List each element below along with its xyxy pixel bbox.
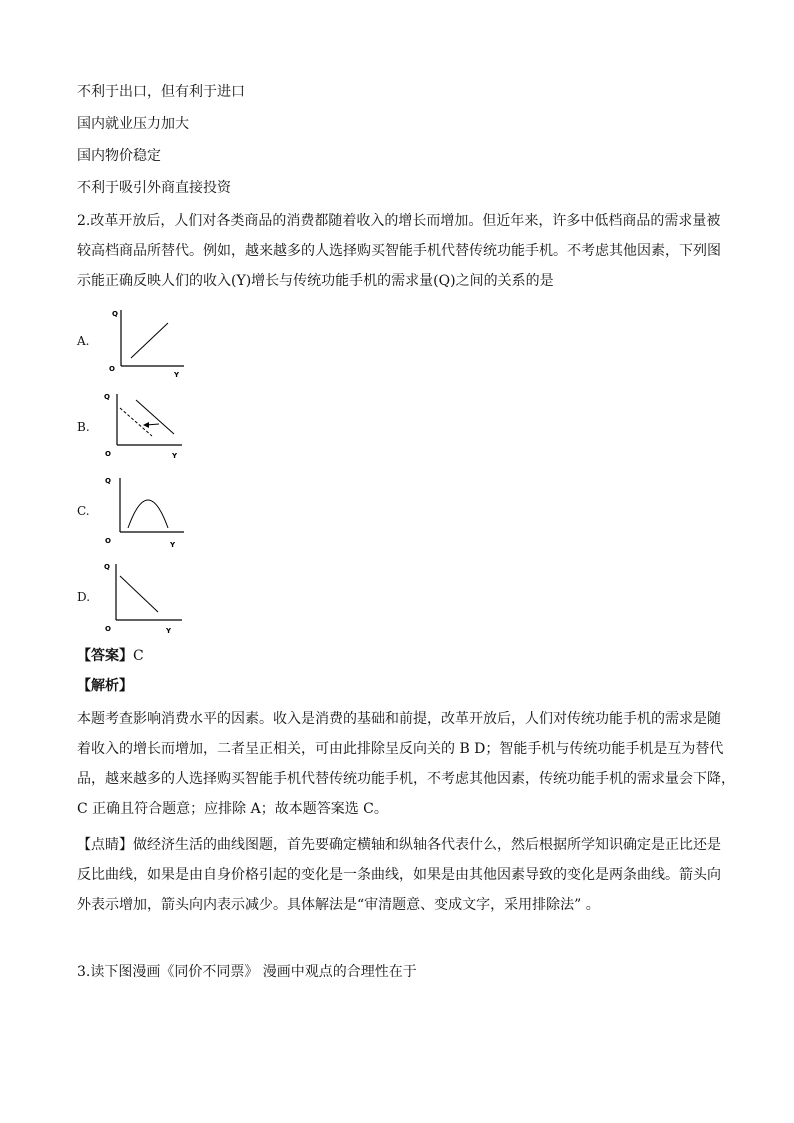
prev-option-3: 国内物价稳定 [77, 148, 161, 164]
prev-option-1: 不利于出口，但有利于进口 [77, 84, 245, 100]
option-a-graph [106, 308, 186, 380]
analysis-line-3: 品，越来越多的人选择购买智能手机代替传统功能手机，不考虑其他因素，传统功能手机的需求量会下降， [77, 771, 735, 787]
prev-option-2: 国内就业压力加大 [77, 116, 189, 132]
analysis-line-4: C 正确且符合题意；应排除 A；故本题答案选 C。 [77, 801, 388, 817]
option-a-origin: O [109, 365, 115, 373]
option-b-label: B. [77, 420, 90, 434]
tip-line-1: 【点睛】做经济生活的曲线图题，首先要确定横轴和纵轴各代表什么，然后根据所学知识确定是正比还是 [77, 837, 721, 853]
question-3-stem: 3.读下图漫画《同价不同票》 漫画中观点的合理性在于 [77, 964, 417, 980]
prev-option-4: 不利于吸引外商直接投资 [77, 180, 231, 196]
question-2-line-2: 较高档商品所替代。例如，越来越多的人选择购买智能手机代替传统功能手机。不考虑其他因素，下列图 [77, 243, 721, 259]
option-a-q-label: Q [112, 310, 118, 318]
tip-text [77, 830, 721, 920]
option-b-y-label: Y [172, 452, 178, 460]
option-d-y-label: Y [166, 627, 172, 635]
answer-value: C [133, 648, 144, 664]
analysis-label: 【解析】 [77, 678, 133, 694]
tip-line-2: 反比曲线，如果是由自身价格引起的变化是一条曲线，如果是由其他因素导致的变化是两条曲线。箭头向 [77, 867, 721, 883]
option-b-origin: O [105, 450, 111, 458]
tip-line-3: 外表示增加，箭头向内表示减少。具体解法是“审清题意、变成文字，采用排除法” 。 [77, 897, 600, 913]
answer-label: 【答案】 [77, 648, 133, 664]
answer [77, 646, 144, 666]
question-2-stem [77, 206, 721, 296]
option-c-q-label: Q [105, 477, 111, 485]
option-c-label: C. [77, 504, 90, 518]
option-c-graph [102, 474, 186, 550]
option-d-label: D. [77, 590, 91, 604]
analysis-text [77, 704, 735, 824]
option-d-q-label: Q [104, 563, 110, 571]
option-c-origin: O [105, 537, 111, 545]
question-2-line-3: 示能正确反映人们的收入(Y)增长与传统功能手机的需求量(Q)之间的关系的是 [77, 273, 554, 289]
analysis-line-1: 本题考查影响消费水平的因素。收入是消费的基础和前提，改革开放后，人们对传统功能手机的需求是随 [77, 711, 721, 727]
option-b-q-label: Q [104, 393, 110, 401]
question-2-line-1: 2.改革开放后，人们对各类商品的消费都随着收入的增长而增加。但近年来，许多中低档商品的需求量被 [77, 213, 721, 229]
option-b-graph [102, 390, 186, 462]
option-d-graph [102, 560, 186, 636]
analysis-line-2: 着收入的增长而增加，二者呈正相关，可由此排除呈反向关的 B D；智能手机与传统功能手机是互为替代 [77, 741, 724, 757]
option-a-label: A. [77, 334, 90, 348]
option-c-y-label: Y [170, 541, 176, 549]
option-d-origin: O [105, 625, 111, 633]
option-a-y-label: Y [174, 371, 180, 379]
